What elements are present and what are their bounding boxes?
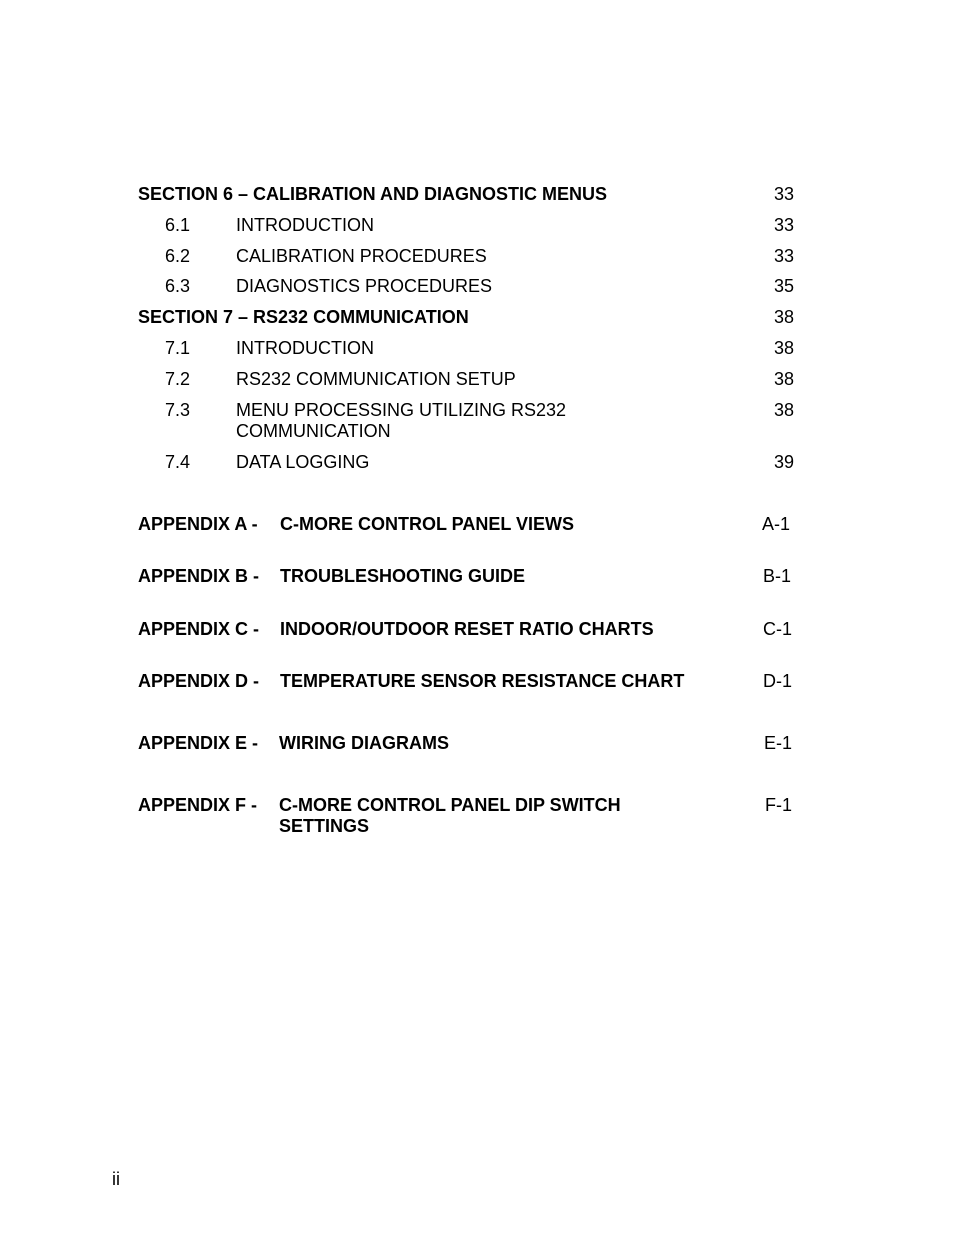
toc-appendix-b — [0, 566, 954, 587]
toc-section-7 — [0, 307, 954, 328]
page-number: 39 — [773, 452, 794, 472]
entry-title: DIAGNOSTICS PROCEDURES — [236, 276, 493, 296]
appendix-label: APPENDIX A - — [138, 514, 258, 534]
page-number: C-1 — [763, 619, 793, 639]
page-number: 38 — [773, 369, 794, 389]
toc-appendix-c — [0, 619, 954, 640]
appendix-label: APPENDIX E - — [138, 733, 259, 753]
entry-title: RS232 COMMUNICATION SETUP — [236, 369, 516, 389]
section-title: SECTION 7 – RS232 COMMUNICATION — [138, 307, 469, 327]
appendix-title: C-MORE CONTROL PANEL VIEWS — [280, 514, 575, 534]
toc-entry-6-2 — [0, 246, 954, 267]
toc-entry-7-1 — [0, 338, 954, 359]
appendix-title: INDOOR/OUTDOOR RESET RATIO CHARTS — [280, 619, 654, 639]
toc-section-6 — [0, 184, 954, 205]
toc-appendix-e — [0, 733, 954, 754]
entry-title: INTRODUCTION — [236, 338, 374, 358]
page-number: 38 — [773, 400, 794, 420]
entry-number: 7.1 — [165, 338, 191, 358]
page-number: 33 — [773, 215, 794, 235]
page-number: 38 — [773, 307, 794, 327]
entry-number: 7.4 — [165, 452, 191, 472]
appendix-label: APPENDIX D - — [138, 671, 260, 691]
entry-number: 7.2 — [165, 369, 191, 389]
footer-page-number: ii — [112, 1169, 120, 1189]
page-number: D-1 — [763, 671, 793, 691]
toc-appendix-f — [0, 795, 954, 837]
entry-title: DATA LOGGING — [236, 452, 370, 472]
page-number: E-1 — [764, 733, 793, 753]
toc-entry-6-3 — [0, 276, 954, 297]
entry-number: 6.3 — [165, 276, 191, 296]
appendix-label: APPENDIX F - — [138, 795, 258, 815]
toc-entry-7-2 — [0, 369, 954, 390]
page-number: 35 — [773, 276, 794, 296]
toc-entry-7-4 — [0, 452, 954, 473]
entry-number: 6.1 — [165, 215, 191, 235]
entry-number: 6.2 — [165, 246, 191, 266]
appendix-title: TROUBLESHOOTING GUIDE — [280, 566, 526, 586]
entry-number: 7.3 — [165, 400, 191, 420]
page-number: B-1 — [763, 566, 792, 586]
page-number: 33 — [773, 184, 794, 204]
page-number: A-1 — [762, 514, 791, 534]
appendix-title: TEMPERATURE SENSOR RESISTANCE CHART — [280, 671, 685, 691]
appendix-title: WIRING DIAGRAMS — [279, 733, 449, 753]
toc-entry-7-3 — [0, 400, 954, 442]
appendix-label: APPENDIX C - — [138, 619, 260, 639]
entry-title: MENU PROCESSING UTILIZING RS232 COMMUNICATION — [236, 400, 567, 441]
toc-appendix-a — [0, 514, 954, 535]
section-title: SECTION 6 – CALIBRATION AND DIAGNOSTIC MENUS — [138, 184, 608, 204]
entry-title: CALIBRATION PROCEDURES — [236, 246, 487, 266]
entry-title: INTRODUCTION — [236, 215, 374, 235]
toc-entry-6-1 — [0, 215, 954, 236]
appendix-title: C-MORE CONTROL PANEL DIP SWITCH SETTINGS — [279, 795, 621, 836]
appendix-label: APPENDIX B - — [138, 566, 260, 586]
page-number: 38 — [773, 338, 794, 358]
page-number: 33 — [773, 246, 794, 266]
toc-appendix-d — [0, 671, 954, 692]
page-number: F-1 — [765, 795, 792, 815]
